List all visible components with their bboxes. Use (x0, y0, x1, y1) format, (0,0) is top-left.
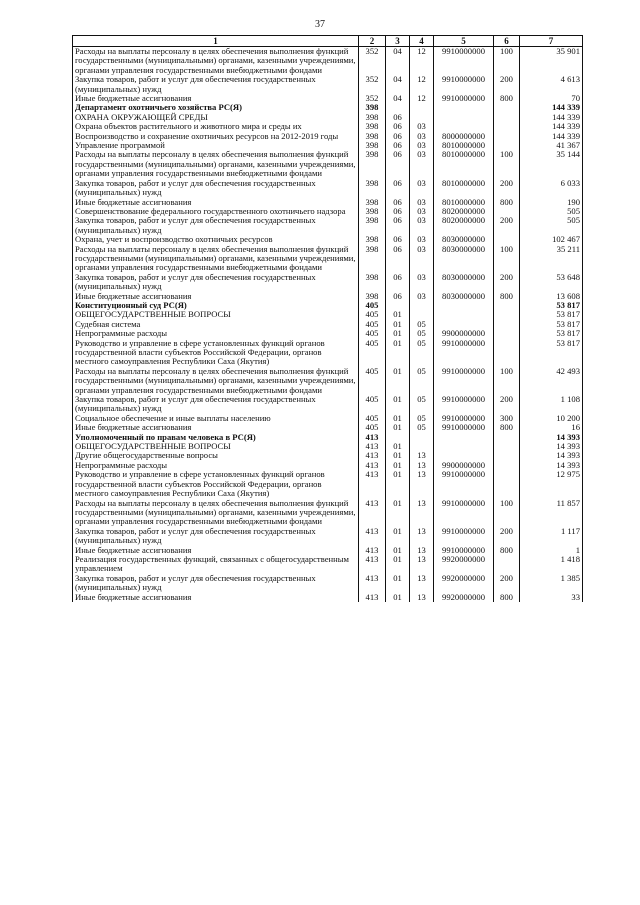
row-section: 06 (386, 113, 410, 122)
row-section: 06 (386, 122, 410, 131)
row-amount: 1 385 (520, 574, 583, 593)
row-section: 01 (386, 451, 410, 460)
header-col-2: 2 (359, 36, 386, 47)
row-admin-code: 398 (359, 273, 386, 292)
row-amount: 35 144 (520, 150, 583, 178)
row-subsection: 03 (410, 141, 434, 150)
row-name: Департамент охотничьего хозяйства РС(Я) (73, 103, 359, 112)
row-amount: 42 493 (520, 367, 583, 395)
header-col-4: 4 (410, 36, 434, 47)
row-expense-type: 200 (494, 527, 520, 546)
row-target-article: 9920000000 (434, 593, 494, 602)
row-name: ОБЩЕГОСУДАРСТВЕННЫЕ ВОПРОСЫ (73, 310, 359, 319)
row-admin-code: 413 (359, 442, 386, 451)
row-target-article: 9910000000 (434, 47, 494, 76)
row-amount: 33 (520, 593, 583, 602)
row-name: Закупка товаров, работ и услуг для обеспечения государственных (муниципальных) нужд (73, 395, 359, 414)
row-admin-code: 352 (359, 94, 386, 103)
row-subsection: 13 (410, 527, 434, 546)
row-name: Закупка товаров, работ и услуг для обеспечения государственных (муниципальных) нужд (73, 216, 359, 235)
row-name: Непрограммные расходы (73, 461, 359, 470)
table-row (73, 499, 583, 527)
row-name: Закупка товаров, работ и услуг для обеспечения государственных (муниципальных) нужд (73, 179, 359, 198)
row-expense-type (494, 451, 520, 460)
row-subsection: 12 (410, 75, 434, 94)
row-name: ОХРАНА ОКРУЖАЮЩЕЙ СРЕДЫ (73, 113, 359, 122)
row-subsection: 13 (410, 499, 434, 527)
row-section: 06 (386, 216, 410, 235)
table-row (73, 555, 583, 574)
header-col-6: 6 (494, 36, 520, 47)
row-section: 01 (386, 546, 410, 555)
row-name: Расходы на выплаты персоналу в целях обеспечения выполнения функций государственными (муниципальными) органами, казенными учреждениями, органами управления государственными внебюджетными фондами (73, 367, 359, 395)
row-target-article: 9910000000 (434, 470, 494, 498)
row-target-article: 9910000000 (434, 367, 494, 395)
row-target-article: 8010000000 (434, 179, 494, 198)
row-section: 04 (386, 75, 410, 94)
row-expense-type (494, 122, 520, 131)
row-name: Закупка товаров, работ и услуг для обеспечения государственных (муниципальных) нужд (73, 574, 359, 593)
row-name: Непрограммные расходы (73, 329, 359, 338)
row-expense-type: 800 (494, 292, 520, 301)
row-subsection: 03 (410, 207, 434, 216)
row-subsection: 03 (410, 292, 434, 301)
row-expense-type (494, 320, 520, 329)
row-subsection: 03 (410, 122, 434, 131)
row-section: 06 (386, 198, 410, 207)
row-amount: 12 975 (520, 470, 583, 498)
table-row (73, 367, 583, 395)
row-admin-code: 413 (359, 546, 386, 555)
table-body (73, 47, 583, 602)
row-subsection: 05 (410, 320, 434, 329)
row-amount: 144 339 (520, 132, 583, 141)
row-target-article: 9910000000 (434, 75, 494, 94)
row-expense-type (494, 339, 520, 367)
row-admin-code: 398 (359, 179, 386, 198)
row-amount: 505 (520, 207, 583, 216)
row-name: Закупка товаров, работ и услуг для обеспечения государственных (муниципальных) нужд (73, 75, 359, 94)
row-expense-type: 300 (494, 414, 520, 423)
row-amount: 1 418 (520, 555, 583, 574)
table-row (73, 245, 583, 273)
row-expense-type: 800 (494, 198, 520, 207)
row-name: Закупка товаров, работ и услуг для обеспечения государственных (муниципальных) нужд (73, 273, 359, 292)
row-section: 06 (386, 132, 410, 141)
row-expense-type: 800 (494, 593, 520, 602)
row-name: Иные бюджетные ассигнования (73, 546, 359, 555)
row-expense-type (494, 132, 520, 141)
table-row (73, 216, 583, 235)
row-section: 01 (386, 367, 410, 395)
row-subsection: 13 (410, 461, 434, 470)
row-section: 01 (386, 423, 410, 432)
row-name: Охрана объектов растительного и животного мира и среды их (73, 122, 359, 131)
row-expense-type (494, 113, 520, 122)
row-amount: 144 339 (520, 103, 583, 112)
row-target-article: 9910000000 (434, 395, 494, 414)
row-target-article: 8010000000 (434, 141, 494, 150)
row-admin-code: 413 (359, 527, 386, 546)
row-amount: 53 817 (520, 339, 583, 367)
row-subsection: 13 (410, 555, 434, 574)
row-admin-code: 405 (359, 367, 386, 395)
row-admin-code: 413 (359, 499, 386, 527)
row-subsection: 03 (410, 245, 434, 273)
row-subsection: 05 (410, 339, 434, 367)
row-amount: 53 817 (520, 329, 583, 338)
header-col-7: 7 (520, 36, 583, 47)
row-target-article (434, 301, 494, 310)
row-target-article: 8030000000 (434, 235, 494, 244)
row-section: 01 (386, 320, 410, 329)
row-amount: 14 393 (520, 451, 583, 460)
row-subsection (410, 301, 434, 310)
header-col-5: 5 (434, 36, 494, 47)
row-admin-code: 398 (359, 216, 386, 235)
row-admin-code: 398 (359, 103, 386, 112)
row-name: Иные бюджетные ассигнования (73, 292, 359, 301)
row-expense-type (494, 329, 520, 338)
row-expense-type (494, 433, 520, 442)
row-admin-code: 413 (359, 461, 386, 470)
row-name: Руководство и управление в сфере установленных функций органов государственной власти субъектов Российской Федерации, органов местного самоуправления Республики Саха (Якутия) (73, 339, 359, 367)
row-target-article (434, 442, 494, 451)
row-expense-type: 100 (494, 367, 520, 395)
row-admin-code: 405 (359, 339, 386, 367)
row-subsection: 12 (410, 94, 434, 103)
row-amount: 1 117 (520, 527, 583, 546)
row-expense-type (494, 555, 520, 574)
row-expense-type (494, 470, 520, 498)
row-admin-code: 398 (359, 132, 386, 141)
row-target-article: 9910000000 (434, 339, 494, 367)
budget-table (72, 35, 583, 602)
row-amount: 190 (520, 198, 583, 207)
row-section: 01 (386, 414, 410, 423)
row-amount: 102 467 (520, 235, 583, 244)
row-target-article: 8020000000 (434, 216, 494, 235)
row-amount: 53 817 (520, 320, 583, 329)
table-row (73, 75, 583, 94)
row-amount: 14 393 (520, 461, 583, 470)
row-subsection: 05 (410, 423, 434, 432)
row-expense-type (494, 442, 520, 451)
row-admin-code: 398 (359, 141, 386, 150)
row-section: 01 (386, 499, 410, 527)
row-section: 01 (386, 527, 410, 546)
row-admin-code: 398 (359, 150, 386, 178)
row-name: Руководство и управление в сфере установленных функций органов государственной власти субъектов Российской Федерации, органов местного самоуправления Республики Саха (Якутия) (73, 470, 359, 498)
row-name: Воспроизводство и сохранение охотничьих ресурсов на 2012-2019 годы (73, 132, 359, 141)
row-target-article (434, 433, 494, 442)
row-subsection: 13 (410, 593, 434, 602)
table-row (73, 593, 583, 602)
row-target-article: 8020000000 (434, 207, 494, 216)
row-subsection: 12 (410, 47, 434, 76)
row-section: 01 (386, 329, 410, 338)
row-expense-type: 200 (494, 273, 520, 292)
row-target-article: 9920000000 (434, 574, 494, 593)
row-section: 01 (386, 339, 410, 367)
table-row (73, 527, 583, 546)
row-section: 06 (386, 292, 410, 301)
row-admin-code: 413 (359, 574, 386, 593)
row-subsection: 05 (410, 414, 434, 423)
row-subsection: 03 (410, 150, 434, 178)
row-target-article: 8030000000 (434, 273, 494, 292)
row-subsection: 03 (410, 132, 434, 141)
row-target-article (434, 103, 494, 112)
row-subsection: 03 (410, 216, 434, 235)
row-amount: 4 613 (520, 75, 583, 94)
row-section: 01 (386, 310, 410, 319)
row-name: Закупка товаров, работ и услуг для обеспечения государственных (муниципальных) нужд (73, 527, 359, 546)
row-admin-code: 405 (359, 320, 386, 329)
row-expense-type: 200 (494, 216, 520, 235)
row-section: 06 (386, 179, 410, 198)
row-amount: 10 200 (520, 414, 583, 423)
row-target-article: 9900000000 (434, 329, 494, 338)
row-name: Иные бюджетные ассигнования (73, 423, 359, 432)
row-admin-code: 398 (359, 113, 386, 122)
row-admin-code: 413 (359, 593, 386, 602)
row-subsection: 05 (410, 329, 434, 338)
row-admin-code: 405 (359, 301, 386, 310)
row-name: Социальное обеспечение и иные выплаты населению (73, 414, 359, 423)
row-expense-type: 200 (494, 395, 520, 414)
row-amount: 1 (520, 546, 583, 555)
row-amount: 1 108 (520, 395, 583, 414)
row-expense-type: 100 (494, 150, 520, 178)
row-name: Уполномоченный по правам человека в РС(Я) (73, 433, 359, 442)
table-row (73, 574, 583, 593)
row-name: Управление программой (73, 141, 359, 150)
row-amount: 35 211 (520, 245, 583, 273)
row-target-article: 9910000000 (434, 546, 494, 555)
row-target-article: 8000000000 (434, 132, 494, 141)
row-section: 01 (386, 395, 410, 414)
row-name: Иные бюджетные ассигнования (73, 198, 359, 207)
table-header (73, 36, 583, 47)
row-section: 06 (386, 141, 410, 150)
row-admin-code: 413 (359, 451, 386, 460)
row-section: 04 (386, 94, 410, 103)
table-row (73, 179, 583, 198)
row-admin-code: 413 (359, 555, 386, 574)
row-amount: 35 901 (520, 47, 583, 76)
row-admin-code: 352 (359, 75, 386, 94)
row-expense-type: 800 (494, 546, 520, 555)
row-subsection: 13 (410, 470, 434, 498)
row-name: Расходы на выплаты персоналу в целях обеспечения выполнения функций государственными (муниципальными) органами, казенными учреждениями, органами управления государственными внебюджетными фондами (73, 47, 359, 76)
row-admin-code: 398 (359, 292, 386, 301)
row-section: 01 (386, 593, 410, 602)
table-row (73, 470, 583, 498)
row-section: 04 (386, 47, 410, 76)
row-expense-type (494, 310, 520, 319)
row-subsection: 03 (410, 198, 434, 207)
table-row (73, 339, 583, 367)
row-expense-type: 200 (494, 75, 520, 94)
row-name: Конституционный суд РС(Я) (73, 301, 359, 310)
row-subsection: 13 (410, 546, 434, 555)
row-amount: 144 339 (520, 113, 583, 122)
row-target-article: 9910000000 (434, 414, 494, 423)
row-amount: 6 033 (520, 179, 583, 198)
table-row (73, 310, 583, 319)
row-name: Расходы на выплаты персоналу в целях обеспечения выполнения функций государственными (муниципальными) органами, казенными учреждениями, органами управления государственными внебюджетными фондами (73, 150, 359, 178)
header-col-3: 3 (386, 36, 410, 47)
row-target-article: 9910000000 (434, 527, 494, 546)
row-amount: 41 367 (520, 141, 583, 150)
row-section: 06 (386, 207, 410, 216)
row-expense-type: 200 (494, 179, 520, 198)
row-subsection: 13 (410, 451, 434, 460)
row-name: Иные бюджетные ассигнования (73, 593, 359, 602)
row-target-article: 9910000000 (434, 94, 494, 103)
row-amount: 70 (520, 94, 583, 103)
row-expense-type: 100 (494, 499, 520, 527)
row-subsection: 13 (410, 574, 434, 593)
row-target-article: 8030000000 (434, 245, 494, 273)
row-amount: 13 608 (520, 292, 583, 301)
row-admin-code: 413 (359, 470, 386, 498)
row-target-article (434, 310, 494, 319)
row-expense-type (494, 103, 520, 112)
row-amount: 53 817 (520, 301, 583, 310)
row-expense-type: 100 (494, 47, 520, 76)
row-amount: 14 393 (520, 442, 583, 451)
row-admin-code: 405 (359, 395, 386, 414)
row-target-article: 8030000000 (434, 292, 494, 301)
row-amount: 53 648 (520, 273, 583, 292)
row-admin-code: 352 (359, 47, 386, 76)
table-row (73, 395, 583, 414)
row-amount: 144 339 (520, 122, 583, 131)
row-amount: 505 (520, 216, 583, 235)
header-row (73, 36, 583, 47)
table-row (73, 47, 583, 76)
row-expense-type: 800 (494, 94, 520, 103)
row-name: Расходы на выплаты персоналу в целях обеспечения выполнения функций государственными (муниципальными) органами, казенными учреждениями, органами управления государственными внебюджетными фондами (73, 499, 359, 527)
row-name: Совершенствование федерального государственного охотничьего надзора (73, 207, 359, 216)
row-expense-type: 100 (494, 245, 520, 273)
row-target-article (434, 113, 494, 122)
row-name: Судебная система (73, 320, 359, 329)
row-name: Другие общегосударственные вопросы (73, 451, 359, 460)
row-section: 01 (386, 442, 410, 451)
row-amount: 53 817 (520, 310, 583, 319)
row-admin-code: 398 (359, 235, 386, 244)
row-amount: 11 857 (520, 499, 583, 527)
row-expense-type: 200 (494, 574, 520, 593)
row-section: 01 (386, 470, 410, 498)
row-expense-type: 800 (494, 423, 520, 432)
row-name: Расходы на выплаты персоналу в целях обеспечения выполнения функций государственными (муниципальными) органами, казенными учреждениями, органами управления государственными внебюджетными фондами (73, 245, 359, 273)
row-name: Реализация государственных функций, связанных с общегосударственным управлением (73, 555, 359, 574)
row-admin-code: 398 (359, 245, 386, 273)
row-admin-code: 398 (359, 207, 386, 216)
row-subsection: 03 (410, 273, 434, 292)
table-row (73, 273, 583, 292)
row-subsection: 05 (410, 367, 434, 395)
row-target-article: 9910000000 (434, 499, 494, 527)
row-admin-code: 398 (359, 122, 386, 131)
row-section: 01 (386, 555, 410, 574)
row-admin-code: 405 (359, 414, 386, 423)
row-subsection: 05 (410, 395, 434, 414)
row-amount: 14 393 (520, 433, 583, 442)
row-name: Иные бюджетные ассигнования (73, 94, 359, 103)
row-expense-type (494, 461, 520, 470)
row-section: 06 (386, 245, 410, 273)
row-target-article: 9910000000 (434, 423, 494, 432)
row-expense-type (494, 301, 520, 310)
row-name: ОБЩЕГОСУДАРСТВЕННЫЕ ВОПРОСЫ (73, 442, 359, 451)
row-subsection (410, 433, 434, 442)
row-section: 01 (386, 574, 410, 593)
row-admin-code: 405 (359, 329, 386, 338)
row-admin-code: 413 (359, 433, 386, 442)
row-section: 06 (386, 235, 410, 244)
row-name: Охрана, учет и воспроизводство охотничьих ресурсов (73, 235, 359, 244)
row-subsection: 03 (410, 235, 434, 244)
row-subsection: 03 (410, 179, 434, 198)
row-amount: 16 (520, 423, 583, 432)
row-section: 06 (386, 150, 410, 178)
row-target-article: 9900000000 (434, 461, 494, 470)
row-admin-code: 405 (359, 310, 386, 319)
row-target-article: 8010000000 (434, 150, 494, 178)
row-subsection (410, 103, 434, 112)
row-section: 01 (386, 461, 410, 470)
row-admin-code: 405 (359, 423, 386, 432)
row-target-article: 8010000000 (434, 198, 494, 207)
header-col-1: 1 (73, 36, 359, 47)
row-target-article: 9920000000 (434, 555, 494, 574)
page-number: 37 (315, 19, 325, 30)
table-row (73, 150, 583, 178)
row-admin-code: 398 (359, 198, 386, 207)
row-section: 06 (386, 273, 410, 292)
